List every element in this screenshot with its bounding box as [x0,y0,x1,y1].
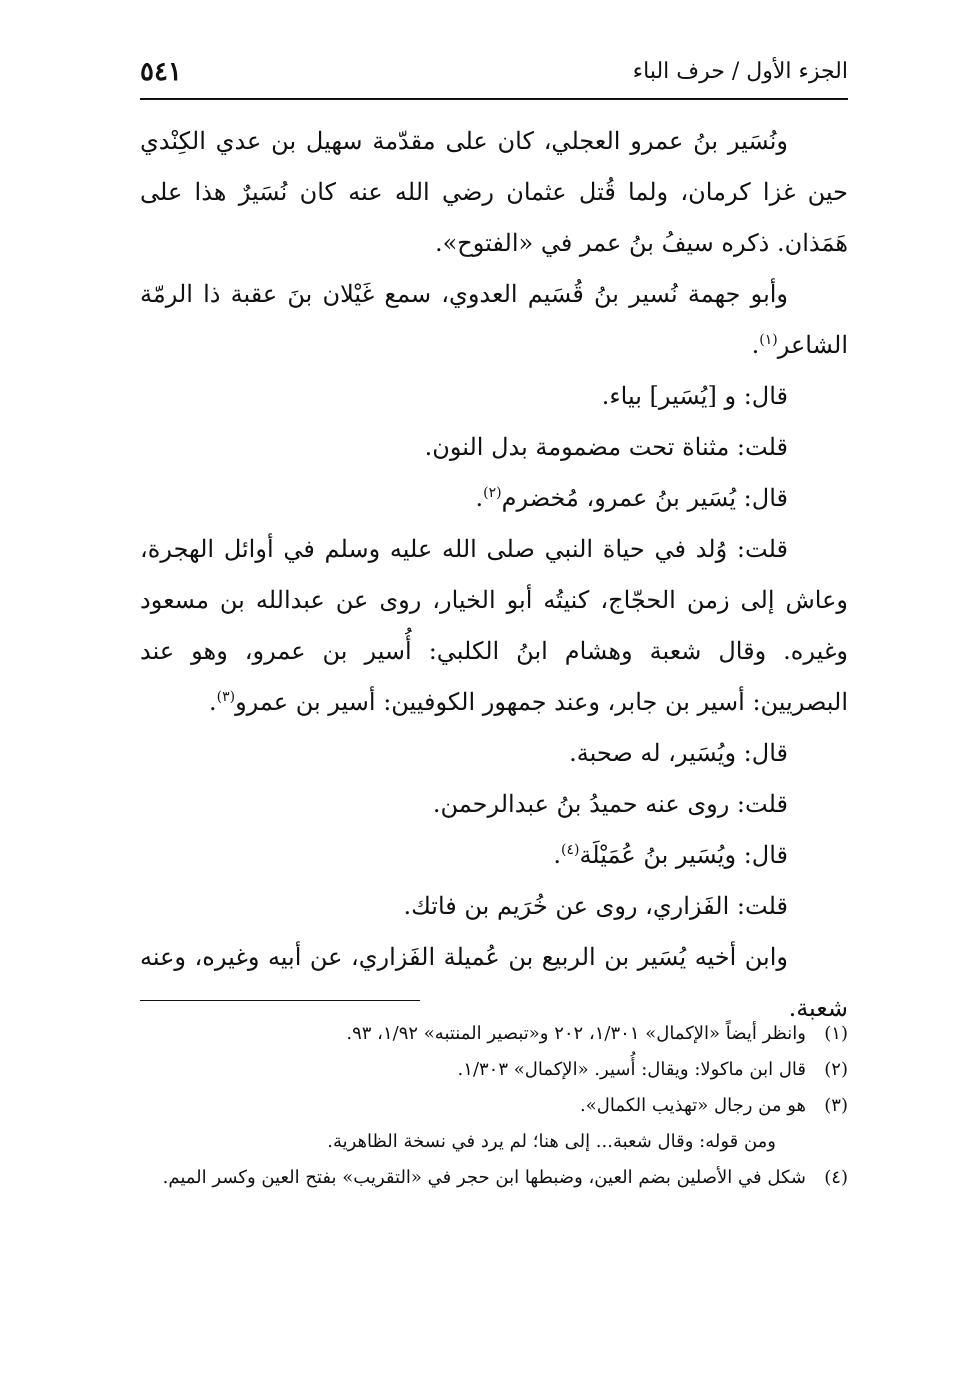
paragraph-qala-suhba: قال: ويُسَير، له صحبة. [569,739,788,767]
footnote-ref-3: (٣) [216,689,236,705]
main-text [140,116,848,1034]
paragraph-end: . [208,688,217,716]
paragraph-qala-mukhadram [140,473,848,524]
paragraph-text: قلت: وُلد في حياة النبي صلى الله عليه وسلم في أوائل الهجرة، وعاش إلى زمن الحجّاج، كنيتُه أبو الخيار، روى عن عبدالله بن مسعود وغيره. وقال شعبة وهشام ابنُ الكلبي: أُسير بن عمرو، وهو عند البصريين: أسير بن جابر، وعند جمهور الكوفيين: أسير بن عمرو [140,535,848,716]
footnote-number: (٢) [824,1059,848,1080]
footnote-text: هو من رجال «تهذيب الكمال». [580,1095,806,1116]
footnote-3-continuation [140,1124,848,1160]
footnote-1 [140,1016,848,1052]
paragraph-qultu-humayd: قلت: روى عنه حميدُ بنُ عبدالرحمن. [432,790,788,818]
paragraph-qala-yusayr: قال: و [يُسَير] بياء. [601,382,788,410]
footnote-ref-2: (٢) [483,485,502,501]
footnote-2 [140,1052,848,1088]
footnote-3 [140,1088,848,1124]
paragraph-qultu-muthannat: قلت: مثناة تحت مضمومة بدل النون. [424,433,788,461]
footnote-number: (٣) [824,1095,848,1116]
page-number: ٥٤١ [140,57,182,87]
paragraph-abu-jahma [140,269,848,371]
footnote-rule [140,1000,420,1001]
paragraph-end: . [553,841,561,869]
footnotes [140,1016,848,1196]
footnote-number: (٤) [824,1167,848,1188]
paragraph-qultu-fazari: قلت: الفَزاري، روى عن خُرَيم بن فاتك. [403,892,788,920]
paragraph-text: قال: يُسَير بنُ عمرو، مُخضرم [501,484,788,512]
paragraph-qultu-wulida [140,524,848,728]
paragraph-qala-umayla [140,830,848,881]
footnote-text: وانظر أيضاً «الإكمال» ١/٣٠١، ٢٠٢ و«تبصير المنتبه» ١/٩٢، ٩٣. [346,1023,806,1044]
footnote-ref-1: (١) [759,332,778,348]
running-title: الجزء الأول / حرف الباء [632,59,848,84]
paragraph-end: . [751,331,760,359]
footnote-number: (١) [824,1023,848,1044]
paragraph-text: وأبو جهمة نُسير بنُ قُسَيم العدوي، سمع غَيْلان بنَ عقبة ذا الرمّة الشاعر [140,280,848,359]
paragraph-text: قال: ويُسَير بنُ عُمَيْلَة [579,841,788,869]
footnote-ref-4: (٤) [560,842,580,858]
footnote-4 [140,1160,848,1196]
paragraph-nusayr-ibn-amr: ونُسَير بنُ عمرو العجلي، كان على مقدّمة سهيل بن عدي الكِنْدي حين غزا كرمان، ولما قُتل عثمان رضي الله عنه كان نُسَيرٌ هذا على هَمَذان. ذكره سيفُ بنُ عمر في «الفتوح». [140,127,848,257]
footnote-text: قال ابن ماكولا: ويقال: أُسير. «الإكمال» ١/٣٠٣. [457,1059,806,1080]
footnote-text: شكل في الأصلين بضم العين، وضبطها ابن حجر في «التقريب» بفتح العين وكسر الميم. [162,1167,806,1188]
header-rule [140,98,848,100]
paragraph-end: . [475,484,484,512]
footnote-text: ومن قوله: وقال شعبة... إلى هنا؛ لم يرد في نسخة الظاهرية. [327,1131,776,1152]
paragraph-ibn-akhihi: وابن أخيه يُسَير بن الربيع بن عُميلة الفَزاري، عن أبيه وغيره، وعنه شعبة. [140,943,848,1022]
